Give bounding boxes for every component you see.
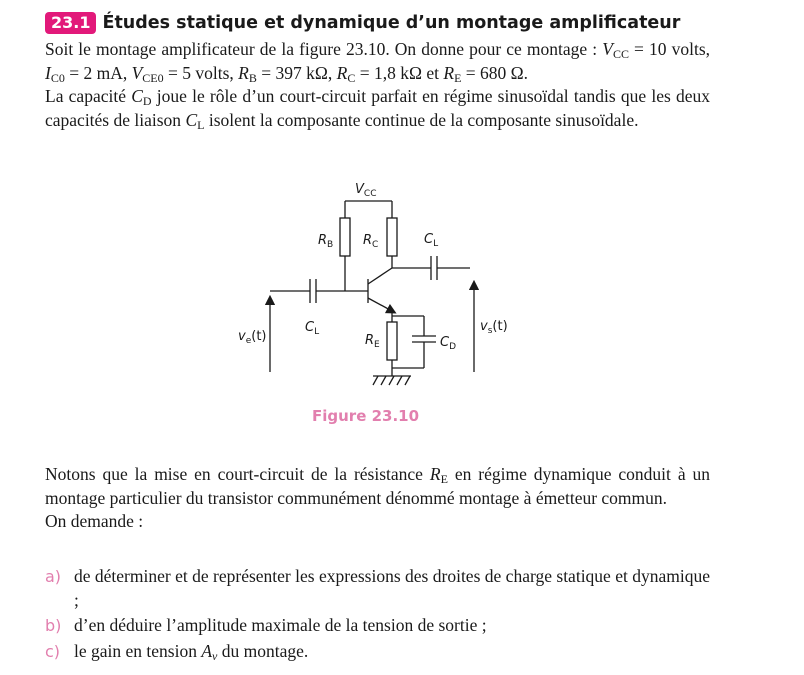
label-cd: $C_D$: [440, 335, 457, 352]
label-rc: $R_C$: [363, 233, 379, 250]
label-rb: $R_B$: [318, 233, 334, 250]
vcc-value: = 10 volts,: [628, 39, 711, 59]
questions-list: [45, 565, 710, 665]
label-re: $R_E$: [365, 333, 380, 350]
re-subscript: E: [454, 70, 462, 85]
re-value: = 680 Ω.: [461, 62, 529, 83]
ic0-subscript: C0: [50, 70, 65, 85]
note-block: [45, 463, 710, 534]
vcc-symbol: V: [602, 39, 613, 59]
note-paragraph: [45, 463, 710, 510]
label-cl-left: $C_L$: [305, 320, 320, 337]
intro-line1: Soit le montage amplificateur de la figure 23.10. On donne pour ce montage :: [45, 39, 598, 59]
capa-mid: joue le rôle d’un court-circuit parfait en régime sinusoïdal tandis que les deux capacités de liaison: [45, 86, 710, 130]
exercise-title: Études statique et dynamique d’un montage amplificateur: [102, 13, 681, 33]
transistor-collector: [368, 268, 392, 284]
rb-value: = 397 kΩ,: [256, 62, 337, 83]
question-text: d’en déduire l’amplitude maximale de la tension de sortie ;: [74, 615, 487, 635]
rc-symbol: R: [336, 62, 348, 83]
rb-resistor: [340, 218, 350, 256]
label-ve: $v_e(t)$: [238, 329, 267, 346]
cd-subscript: D: [142, 94, 152, 108]
question-marker: c): [45, 641, 61, 661]
question-pre: le gain en tension: [74, 640, 202, 661]
note-pre: Notons que la mise en court-circuit de la résistance: [45, 464, 430, 484]
circuit-diagram: [0, 172, 804, 432]
note-post: en régime dynamique conduit à un montage particulier du transistor communément dénommé montage à émetteur commun.: [45, 464, 710, 508]
question-marker: b): [45, 616, 62, 635]
rb-subscript: B: [248, 70, 257, 85]
exercise-number-badge: 23.1: [45, 12, 96, 34]
ic0-symbol: I: [45, 62, 51, 83]
av-symbol: A: [201, 640, 213, 661]
av-subscript: v: [212, 648, 218, 663]
intro-paragraph: [45, 38, 710, 85]
label-vs: $v_s(t)$: [480, 319, 508, 336]
cl-subscript: L: [197, 117, 205, 132]
list-item: [45, 565, 710, 612]
vce0-symbol: V: [131, 62, 143, 83]
exercise-header: [45, 10, 710, 36]
list-item: [45, 614, 710, 638]
capa-pre: La capacité: [45, 86, 132, 106]
exercise-block: [45, 10, 710, 132]
cd-symbol: C: [131, 86, 143, 106]
rc-subscript: C: [347, 70, 356, 85]
re-resistor: [387, 322, 397, 360]
rc-value: = 1,8 kΩ et: [355, 62, 444, 83]
transistor-emitter: [368, 298, 392, 311]
re-symbol: R: [443, 62, 455, 83]
question-post: du montage.: [217, 640, 309, 661]
vce0-value: = 5 volts,: [163, 62, 239, 83]
label-vcc: $V_{CC}$: [355, 182, 377, 199]
rb-symbol: R: [238, 62, 249, 83]
vcc-subscript: CC: [612, 47, 629, 61]
vce0-subscript: CE0: [142, 70, 164, 85]
ask-line: On demande :: [45, 511, 144, 531]
rc-resistor: [387, 218, 397, 256]
capa-post: isolent la composante continue de la composante sinusoïdale.: [204, 109, 639, 130]
list-item: [45, 640, 710, 664]
note-re-subscript: E: [440, 472, 448, 486]
note-re-symbol: R: [429, 464, 441, 484]
cl-symbol: C: [185, 109, 198, 130]
question-text: de déterminer et de représenter les expressions des droites de charge statique et dynamique ;: [74, 566, 710, 610]
ic0-value: = 2 mA,: [64, 62, 132, 83]
capacitor-paragraph: [45, 85, 710, 132]
figure-caption: Figure 23.10: [312, 407, 420, 425]
label-cl-top: $C_L$: [424, 232, 439, 249]
question-text: [74, 640, 710, 664]
question-marker: a): [45, 567, 62, 586]
